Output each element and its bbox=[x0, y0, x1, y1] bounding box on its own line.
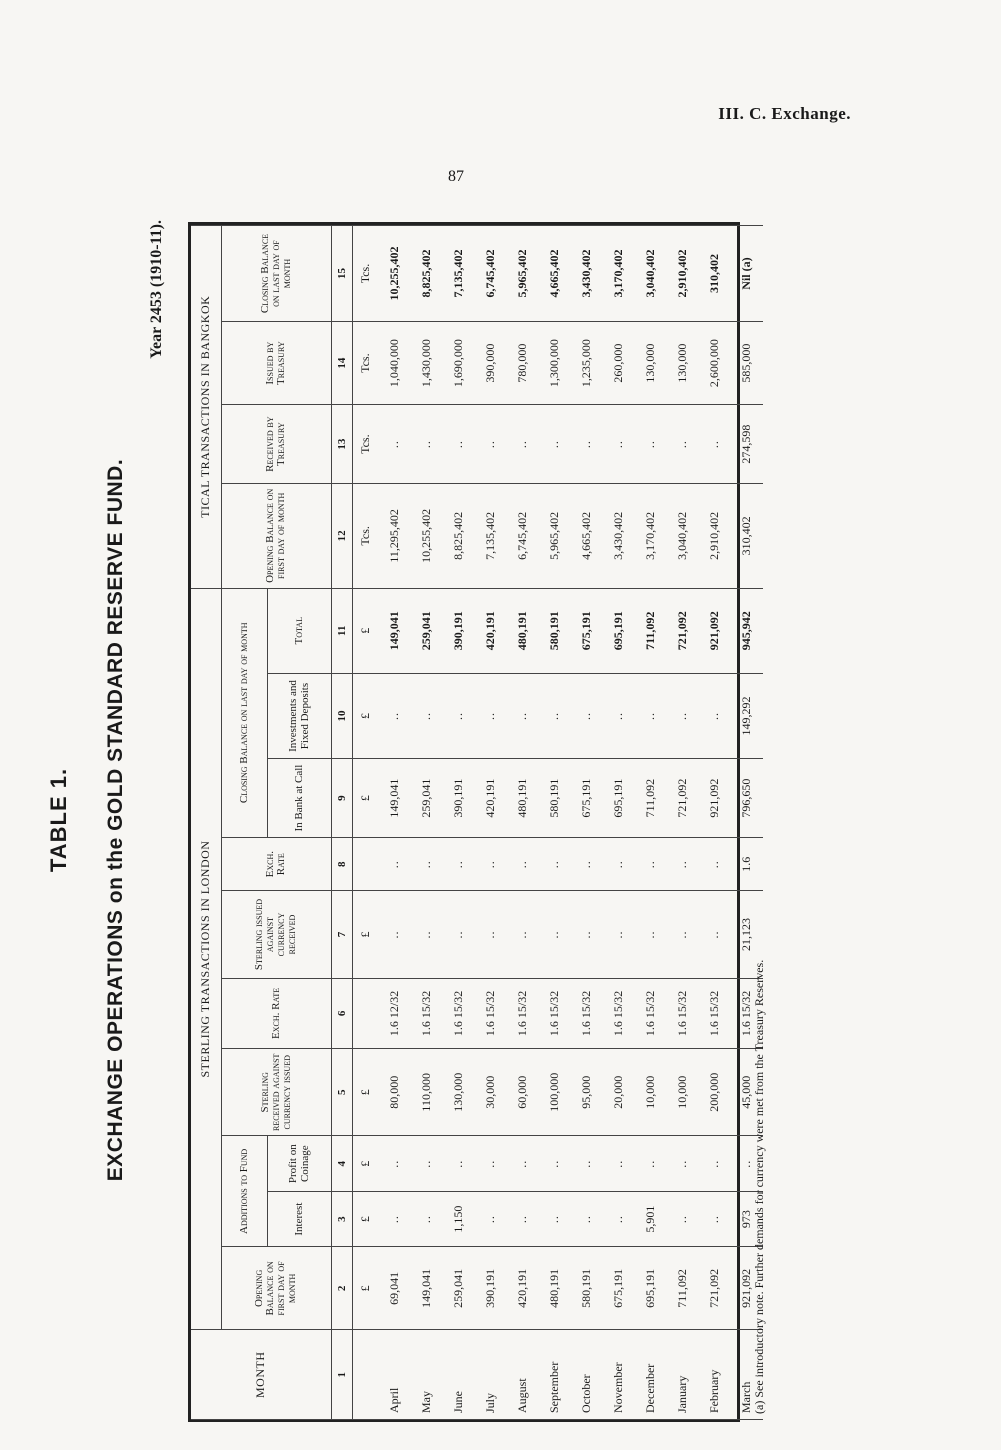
value-cell: 45,000 bbox=[731, 1049, 763, 1136]
table-row bbox=[603, 226, 635, 1420]
value-cell: 721,092 bbox=[667, 588, 699, 673]
value-cell: .. bbox=[443, 1136, 475, 1191]
value-cell: .. bbox=[635, 891, 667, 978]
value-cell: .. bbox=[411, 405, 443, 484]
value-cell: 711,092 bbox=[635, 588, 667, 673]
value-cell: 5,901 bbox=[635, 1191, 667, 1246]
value-cell: .. bbox=[699, 1136, 731, 1191]
value-cell: 3,040,402 bbox=[667, 484, 699, 588]
value-cell: 4,665,402 bbox=[571, 484, 603, 588]
value-cell: 580,191 bbox=[571, 1247, 603, 1330]
month-cell: July bbox=[475, 1330, 507, 1420]
header-tical-closing: Closing Balance on last day of month bbox=[221, 226, 331, 322]
footnote: (a) See introductory note. Further demands for currency were met from the Treasury Reserves. bbox=[752, 959, 766, 1414]
value-cell: .. bbox=[699, 405, 731, 484]
unit-cell: £ bbox=[352, 673, 379, 758]
value-cell: 721,092 bbox=[667, 759, 699, 838]
value-cell: .. bbox=[667, 891, 699, 978]
header-sterling-issued: Sterling issued against currency received bbox=[221, 891, 331, 978]
value-cell: .. bbox=[571, 405, 603, 484]
table-row bbox=[411, 226, 443, 1420]
value-cell: .. bbox=[475, 1191, 507, 1246]
value-cell: 796,650 bbox=[731, 759, 763, 838]
value-cell: 69,041 bbox=[379, 1247, 411, 1330]
header-month: MONTH bbox=[191, 1330, 331, 1420]
header-profit-coinage: Profit on Coinage bbox=[267, 1136, 331, 1191]
value-cell: .. bbox=[475, 891, 507, 978]
value-cell: 1,150 bbox=[443, 1191, 475, 1246]
value-cell: .. bbox=[539, 1191, 571, 1246]
value-cell: 420,191 bbox=[475, 588, 507, 673]
value-cell: 711,092 bbox=[635, 759, 667, 838]
column-number: 13 bbox=[331, 405, 352, 484]
value-cell: .. bbox=[667, 405, 699, 484]
value-cell: 695,191 bbox=[603, 759, 635, 838]
value-cell: 60,000 bbox=[507, 1049, 539, 1136]
value-cell: .. bbox=[699, 1191, 731, 1246]
column-number: 12 bbox=[331, 484, 352, 588]
value-cell: 2,910,402 bbox=[699, 484, 731, 588]
value-cell: .. bbox=[507, 405, 539, 484]
column-number: 1 bbox=[331, 1330, 352, 1420]
value-cell: .. bbox=[475, 1136, 507, 1191]
unit-cell: Tcs. bbox=[352, 322, 379, 405]
value-cell: 149,041 bbox=[379, 588, 411, 673]
value-cell: 1.6 15/32 bbox=[539, 978, 571, 1048]
value-cell: .. bbox=[379, 1136, 411, 1191]
value-cell: .. bbox=[379, 838, 411, 891]
value-cell: 310,402 bbox=[731, 484, 763, 588]
value-cell: .. bbox=[507, 1136, 539, 1191]
section-heading: III. C. Exchange. bbox=[718, 104, 851, 123]
rotated-table-block bbox=[40, 210, 790, 1430]
value-cell: 1.6 15/32 bbox=[667, 978, 699, 1048]
value-cell: 200,000 bbox=[699, 1049, 731, 1136]
table-row bbox=[635, 226, 667, 1420]
value-cell: .. bbox=[507, 838, 539, 891]
value-cell: 149,292 bbox=[731, 673, 763, 758]
unit-cell: £ bbox=[352, 1191, 379, 1246]
table-row bbox=[571, 226, 603, 1420]
month-cell: September bbox=[539, 1330, 571, 1420]
value-cell: 30,000 bbox=[475, 1049, 507, 1136]
value-cell: 130,000 bbox=[443, 1049, 475, 1136]
value-cell: 695,191 bbox=[635, 1247, 667, 1330]
unit-cell bbox=[352, 978, 379, 1048]
value-cell: .. bbox=[603, 405, 635, 484]
table-row bbox=[475, 226, 507, 1420]
value-cell: .. bbox=[603, 1136, 635, 1191]
header-exch-rate: Exch. Rate bbox=[221, 978, 331, 1048]
value-cell: 480,191 bbox=[507, 759, 539, 838]
value-cell: 4,665,402 bbox=[539, 226, 571, 322]
value-cell: 780,000 bbox=[507, 322, 539, 405]
value-cell: 390,191 bbox=[475, 1247, 507, 1330]
value-cell: .. bbox=[539, 673, 571, 758]
unit-cell: £ bbox=[352, 588, 379, 673]
value-cell: 310,402 bbox=[699, 226, 731, 322]
value-cell: .. bbox=[411, 1136, 443, 1191]
value-cell: .. bbox=[443, 838, 475, 891]
header-investments: Investments and Fixed Deposits bbox=[267, 673, 331, 758]
value-cell: 1.6 15/32 bbox=[475, 978, 507, 1048]
value-cell: 3,170,402 bbox=[635, 484, 667, 588]
value-cell: 95,000 bbox=[571, 1049, 603, 1136]
header-tical-opening: Opening Balance on first day of month bbox=[221, 484, 331, 588]
value-cell: .. bbox=[539, 891, 571, 978]
value-cell: .. bbox=[667, 673, 699, 758]
header-closing-balance: Closing Balance on last day of month bbox=[221, 588, 267, 837]
value-cell: 110,000 bbox=[411, 1049, 443, 1136]
value-cell: .. bbox=[475, 673, 507, 758]
value-cell: 259,041 bbox=[411, 759, 443, 838]
value-cell: .. bbox=[411, 838, 443, 891]
value-cell: 100,000 bbox=[539, 1049, 571, 1136]
value-cell: 1.6 15/32 bbox=[507, 978, 539, 1048]
value-cell: 3,040,402 bbox=[635, 226, 667, 322]
header-interest: Interest bbox=[267, 1191, 331, 1246]
value-cell: 1,300,000 bbox=[539, 322, 571, 405]
value-cell: 260,000 bbox=[603, 322, 635, 405]
value-cell: .. bbox=[571, 673, 603, 758]
column-number-row bbox=[331, 226, 352, 1420]
column-number: 7 bbox=[331, 891, 352, 978]
value-cell: 130,000 bbox=[667, 322, 699, 405]
column-number: 4 bbox=[331, 1136, 352, 1191]
value-cell: 973 bbox=[731, 1191, 763, 1246]
value-cell: 20,000 bbox=[603, 1049, 635, 1136]
value-cell: 274,598 bbox=[731, 405, 763, 484]
table-title: EXCHANGE OPERATIONS on the GOLD STANDARD RESERVE FUND. bbox=[104, 458, 127, 1182]
table-row bbox=[667, 226, 699, 1420]
month-cell: May bbox=[411, 1330, 443, 1420]
value-cell: 10,255,402 bbox=[379, 226, 411, 322]
value-cell: .. bbox=[507, 1191, 539, 1246]
exchange-table bbox=[191, 225, 763, 1420]
unit-cell bbox=[352, 1330, 379, 1420]
unit-cell bbox=[352, 838, 379, 891]
month-cell: April bbox=[379, 1330, 411, 1420]
value-cell: 711,092 bbox=[667, 1247, 699, 1330]
year-label: Year 2453 (1910-11). bbox=[148, 220, 165, 359]
header-additions: Additions to Fund bbox=[221, 1136, 267, 1247]
value-cell: 420,191 bbox=[507, 1247, 539, 1330]
value-cell: .. bbox=[539, 1136, 571, 1191]
value-cell: .. bbox=[539, 405, 571, 484]
unit-cell: £ bbox=[352, 1247, 379, 1330]
month-cell: August bbox=[507, 1330, 539, 1420]
value-cell: 149,041 bbox=[379, 759, 411, 838]
value-cell: 1.6 12/32 bbox=[379, 978, 411, 1048]
value-cell: .. bbox=[443, 673, 475, 758]
table-row bbox=[379, 226, 411, 1420]
column-number: 3 bbox=[331, 1191, 352, 1246]
value-cell: 21,123 bbox=[731, 891, 763, 978]
value-cell: .. bbox=[507, 891, 539, 978]
value-cell: 2,910,402 bbox=[667, 226, 699, 322]
value-cell: 480,191 bbox=[539, 1247, 571, 1330]
value-cell: 5,965,402 bbox=[539, 484, 571, 588]
value-cell: .. bbox=[667, 838, 699, 891]
value-cell: 7,135,402 bbox=[475, 484, 507, 588]
data-table-frame bbox=[188, 222, 753, 1422]
column-number: 2 bbox=[331, 1247, 352, 1330]
header-tical-group: TICAL TRANSACTIONS IN BANGKOK bbox=[191, 226, 221, 589]
value-cell: 259,041 bbox=[443, 1247, 475, 1330]
value-cell: 1.6 15/32 bbox=[731, 978, 763, 1048]
value-cell: 390,191 bbox=[443, 588, 475, 673]
value-cell: 921,092 bbox=[699, 759, 731, 838]
value-cell: 130,000 bbox=[635, 322, 667, 405]
value-cell: .. bbox=[379, 891, 411, 978]
value-cell: 7,135,402 bbox=[443, 226, 475, 322]
value-cell: .. bbox=[379, 1191, 411, 1246]
value-cell: .. bbox=[603, 673, 635, 758]
value-cell: .. bbox=[731, 1136, 763, 1191]
month-cell: March bbox=[731, 1330, 763, 1420]
value-cell: .. bbox=[443, 405, 475, 484]
value-cell: .. bbox=[443, 891, 475, 978]
value-cell: 1,235,000 bbox=[571, 322, 603, 405]
unit-cell: £ bbox=[352, 1049, 379, 1136]
header-sterling-group: STERLING TRANSACTIONS IN LONDON bbox=[191, 588, 221, 1330]
month-cell: January bbox=[667, 1330, 699, 1420]
value-cell: 580,191 bbox=[539, 759, 571, 838]
column-number: 14 bbox=[331, 322, 352, 405]
column-number: 8 bbox=[331, 838, 352, 891]
header-in-bank: In Bank at Call bbox=[267, 759, 331, 838]
value-cell: 580,191 bbox=[539, 588, 571, 673]
value-cell: .. bbox=[603, 1191, 635, 1246]
value-cell: 259,041 bbox=[411, 588, 443, 673]
value-cell: .. bbox=[635, 405, 667, 484]
unit-cell: £ bbox=[352, 759, 379, 838]
value-cell: .. bbox=[635, 673, 667, 758]
value-cell: .. bbox=[603, 838, 635, 891]
table-row bbox=[699, 226, 731, 1420]
header-opening-balance: Opening Balance on first day of month bbox=[221, 1247, 331, 1330]
value-cell: .. bbox=[571, 1191, 603, 1246]
value-cell: 390,000 bbox=[475, 322, 507, 405]
page-number: 87 bbox=[448, 168, 464, 185]
value-cell: .. bbox=[667, 1136, 699, 1191]
value-cell: 585,000 bbox=[731, 322, 763, 405]
header-sterling-received: Sterling received against currency issued bbox=[221, 1049, 331, 1136]
value-cell: 2,600,000 bbox=[699, 322, 731, 405]
value-cell: 6,745,402 bbox=[475, 226, 507, 322]
value-cell: 10,255,402 bbox=[411, 484, 443, 588]
value-cell: 1,430,000 bbox=[411, 322, 443, 405]
table-label: TABLE 1. bbox=[46, 767, 71, 873]
value-cell: .. bbox=[411, 1191, 443, 1246]
column-number: 15 bbox=[331, 226, 352, 322]
value-cell: 6,745,402 bbox=[507, 484, 539, 588]
value-cell: 149,041 bbox=[411, 1247, 443, 1330]
value-cell: Nil (a) bbox=[731, 226, 763, 322]
value-cell: .. bbox=[379, 673, 411, 758]
unit-cell: £ bbox=[352, 1136, 379, 1191]
value-cell: 8,825,402 bbox=[443, 484, 475, 588]
header-total: Total bbox=[267, 588, 331, 673]
value-cell: 10,000 bbox=[667, 1049, 699, 1136]
table-row bbox=[443, 226, 475, 1420]
month-cell: November bbox=[603, 1330, 635, 1420]
value-cell: 675,191 bbox=[571, 588, 603, 673]
value-cell: 10,000 bbox=[635, 1049, 667, 1136]
value-cell: 3,430,402 bbox=[603, 484, 635, 588]
value-cell: 1.6 15/32 bbox=[635, 978, 667, 1048]
value-cell: .. bbox=[411, 673, 443, 758]
unit-row bbox=[352, 226, 379, 1420]
unit-cell: £ bbox=[352, 891, 379, 978]
value-cell: 480,191 bbox=[507, 588, 539, 673]
month-cell: December bbox=[635, 1330, 667, 1420]
value-cell: 675,191 bbox=[603, 1247, 635, 1330]
value-cell: .. bbox=[475, 838, 507, 891]
value-cell: 1.6 15/32 bbox=[411, 978, 443, 1048]
value-cell: .. bbox=[603, 891, 635, 978]
month-cell: October bbox=[571, 1330, 603, 1420]
value-cell: .. bbox=[475, 405, 507, 484]
value-cell: .. bbox=[667, 1191, 699, 1246]
column-number: 9 bbox=[331, 759, 352, 838]
value-cell: .. bbox=[699, 838, 731, 891]
column-number: 10 bbox=[331, 673, 352, 758]
value-cell: .. bbox=[571, 891, 603, 978]
header-tical-issued: Issued by Treasury bbox=[221, 322, 331, 405]
unit-cell: Tcs. bbox=[352, 226, 379, 322]
value-cell: 390,191 bbox=[443, 759, 475, 838]
unit-cell: Tcs. bbox=[352, 484, 379, 588]
value-cell: .. bbox=[571, 838, 603, 891]
value-cell: .. bbox=[411, 891, 443, 978]
value-cell: 695,191 bbox=[603, 588, 635, 673]
unit-cell: Tcs. bbox=[352, 405, 379, 484]
value-cell: 420,191 bbox=[475, 759, 507, 838]
value-cell: 1,690,000 bbox=[443, 322, 475, 405]
value-cell: .. bbox=[571, 1136, 603, 1191]
month-cell: June bbox=[443, 1330, 475, 1420]
value-cell: 3,170,402 bbox=[603, 226, 635, 322]
value-cell: 1.6 bbox=[731, 838, 763, 891]
value-cell: .. bbox=[699, 673, 731, 758]
value-cell: .. bbox=[379, 405, 411, 484]
value-cell: 921,092 bbox=[699, 588, 731, 673]
value-cell: 80,000 bbox=[379, 1049, 411, 1136]
value-cell: 945,942 bbox=[731, 588, 763, 673]
value-cell: 1,040,000 bbox=[379, 322, 411, 405]
value-cell: .. bbox=[635, 1136, 667, 1191]
value-cell: 5,965,402 bbox=[507, 226, 539, 322]
value-cell: 675,191 bbox=[571, 759, 603, 838]
table-body bbox=[352, 226, 763, 1420]
value-cell: 1.6 15/32 bbox=[699, 978, 731, 1048]
value-cell: .. bbox=[507, 673, 539, 758]
value-cell: .. bbox=[539, 838, 571, 891]
column-number: 11 bbox=[331, 588, 352, 673]
value-cell: 721,092 bbox=[699, 1247, 731, 1330]
table-row bbox=[507, 226, 539, 1420]
value-cell: 1.6 15/32 bbox=[443, 978, 475, 1048]
header-exch-rate-2: Exch. Rate bbox=[221, 838, 331, 891]
value-cell: 8,825,402 bbox=[411, 226, 443, 322]
value-cell: 1.6 15/32 bbox=[603, 978, 635, 1048]
header-tical-received: Received by Treasury bbox=[221, 405, 331, 484]
column-number: 6 bbox=[331, 978, 352, 1048]
value-cell: 11,295,402 bbox=[379, 484, 411, 588]
table-row bbox=[539, 226, 571, 1420]
value-cell: .. bbox=[699, 891, 731, 978]
value-cell: 1.6 15/32 bbox=[571, 978, 603, 1048]
column-number: 5 bbox=[331, 1049, 352, 1136]
month-cell: February bbox=[699, 1330, 731, 1420]
value-cell: .. bbox=[635, 838, 667, 891]
value-cell: 3,430,402 bbox=[571, 226, 603, 322]
value-cell: 921,092 bbox=[731, 1247, 763, 1330]
